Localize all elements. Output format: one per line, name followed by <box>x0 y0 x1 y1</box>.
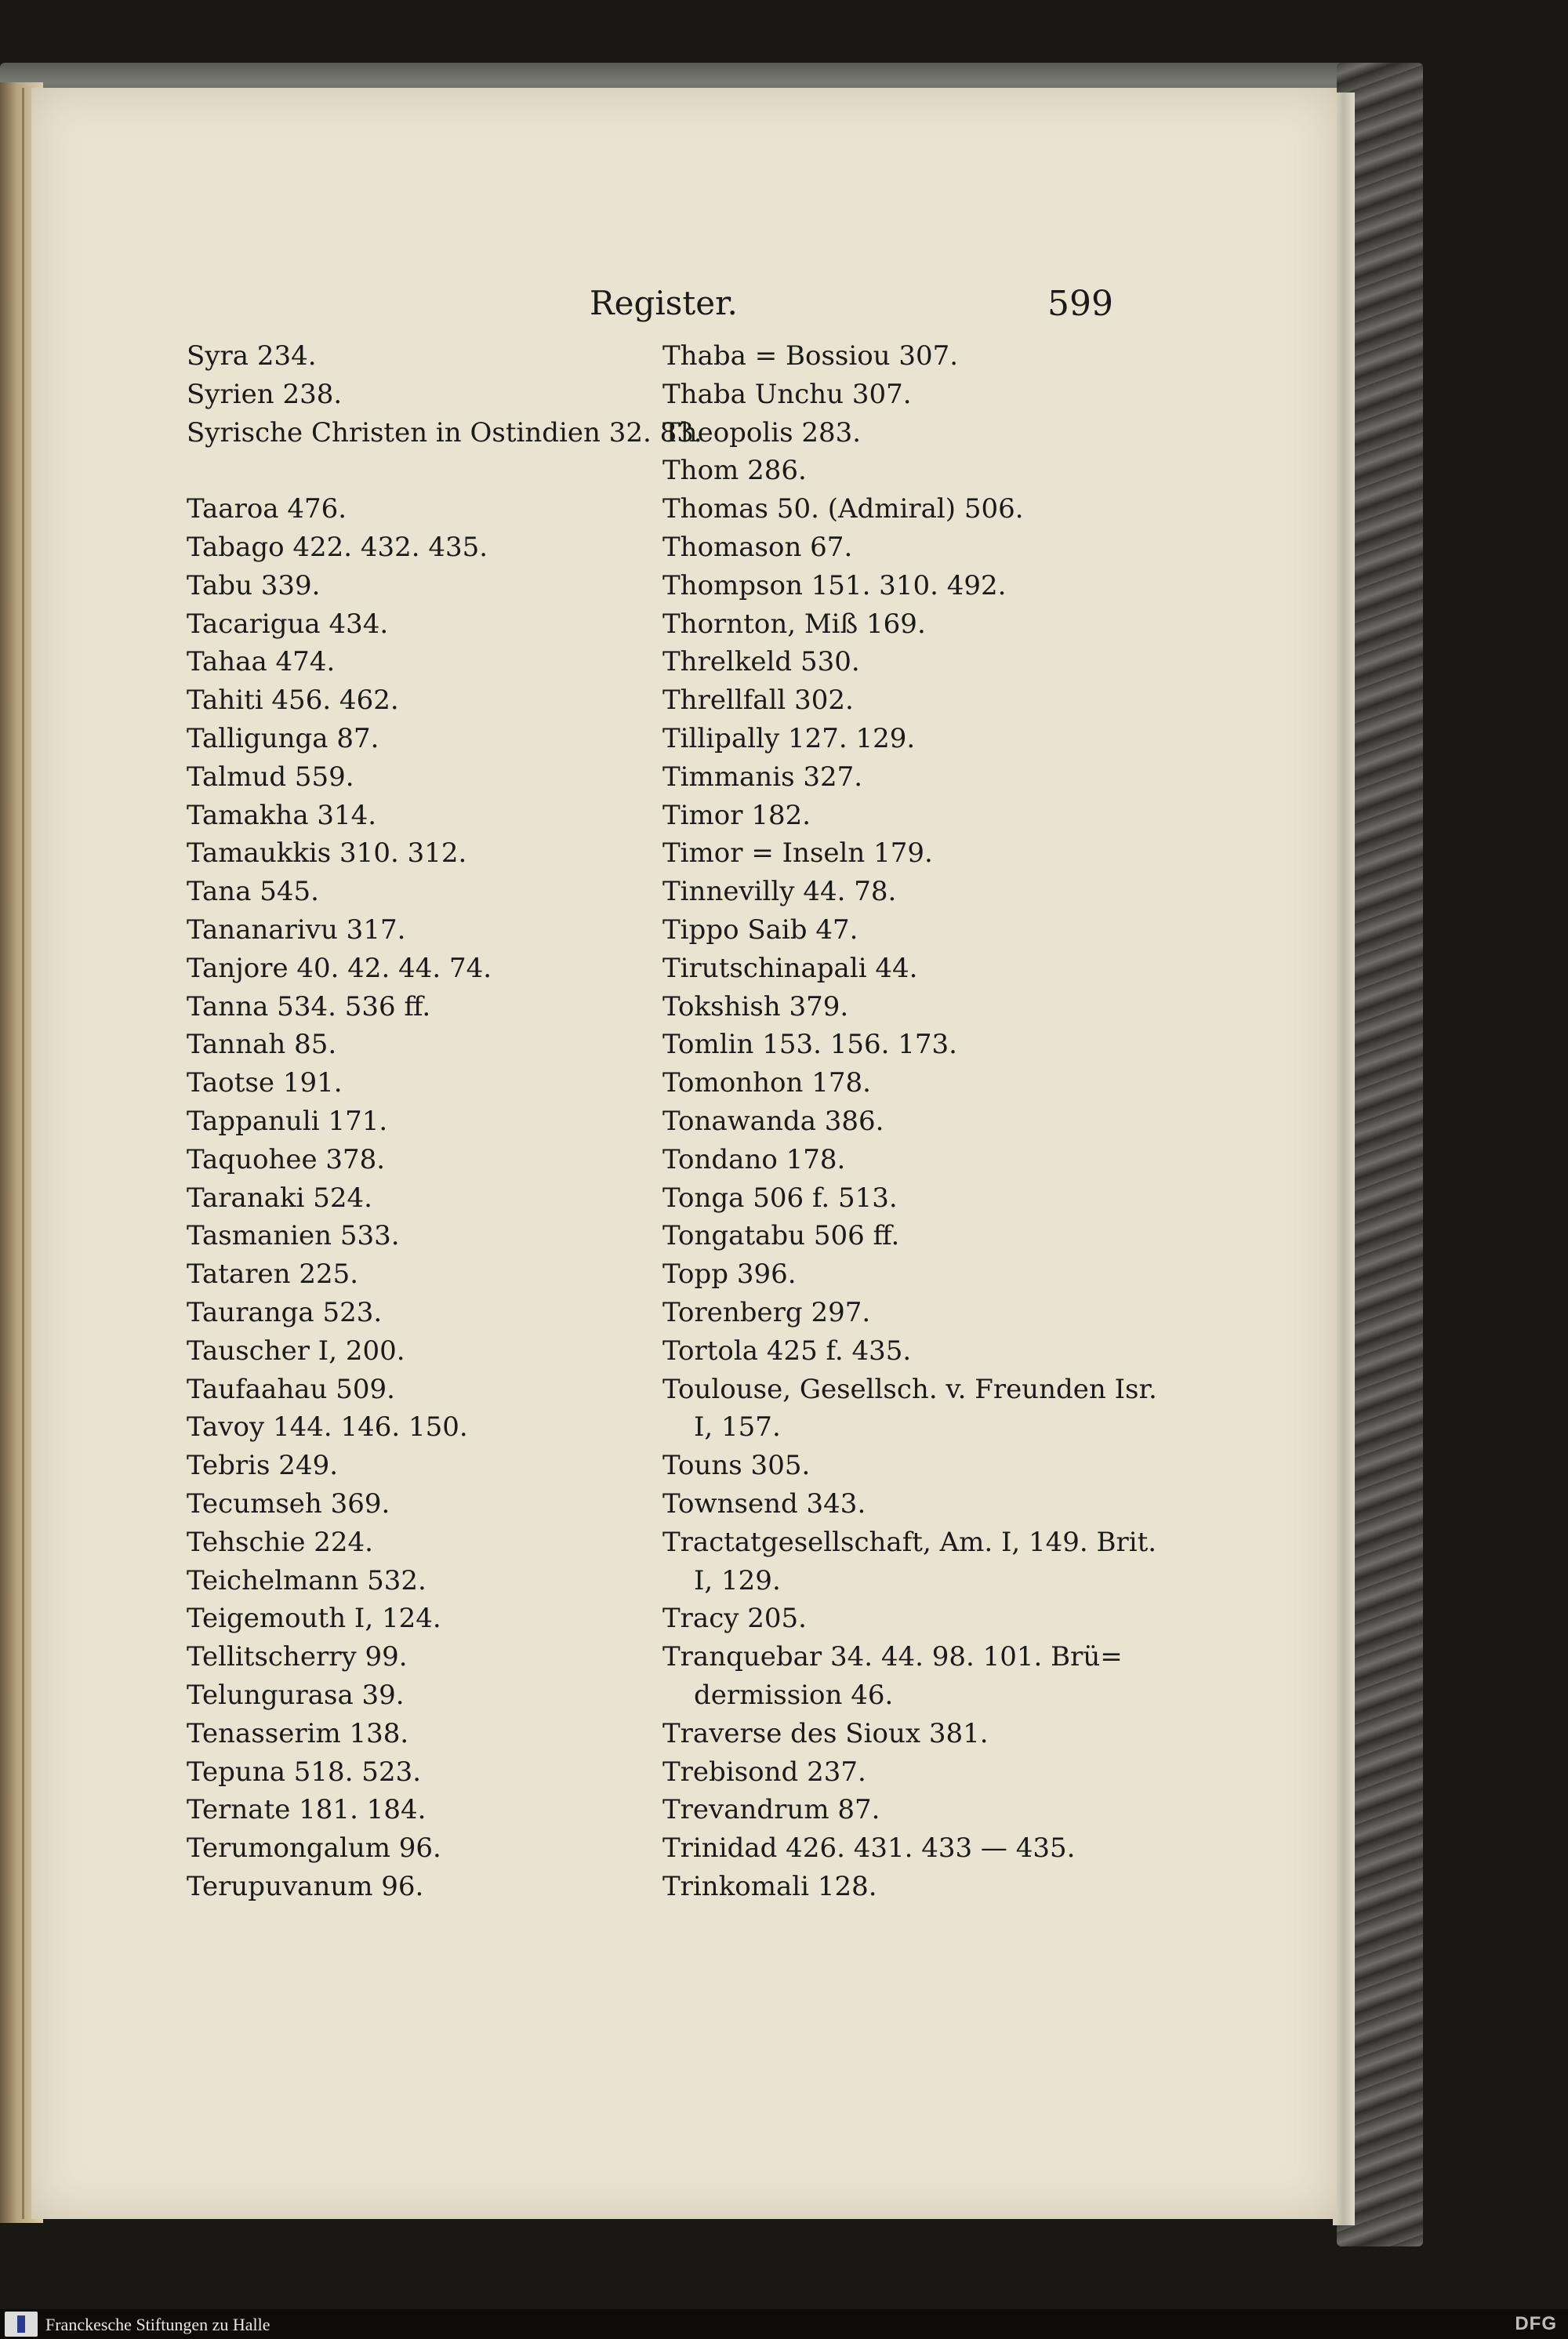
index-entry: Timmanis 327. <box>662 761 863 793</box>
index-entry: I, 129. <box>694 1564 781 1596</box>
index-entry: Syrien 238. <box>187 378 343 410</box>
index-entry: Traverse des Sioux 381. <box>662 1717 989 1749</box>
index-entry: Tappanuli 171. <box>187 1106 388 1137</box>
index-entry: Thaba Unchu 307. <box>662 378 912 410</box>
footer-institution: Franckesche Stiftungen zu Halle <box>45 2315 270 2334</box>
index-entry: Tabu 339. <box>187 569 321 601</box>
index-entry: Threlkeld 530. <box>662 646 860 678</box>
index-entry: Tecumseh 369. <box>187 1488 390 1520</box>
index-entry: Trinkomali 128. <box>662 1871 877 1902</box>
index-entry: Terumongalum 96. <box>187 1832 441 1865</box>
index-entry: Timor 182. <box>662 799 811 831</box>
index-entry: Tabago 422. 432. 435. <box>187 532 488 563</box>
index-entry: Tataren 225. <box>187 1258 359 1291</box>
index-entry: Thomas 50. (Admiral) 506. <box>662 493 1024 525</box>
index-entry: Tanjore 40. 42. 44. 74. <box>187 952 492 984</box>
index-entry: Telungurasa 39. <box>187 1680 405 1711</box>
index-entry: Tauranga 523. <box>187 1297 383 1328</box>
index-entry: Ternate 181. 184. <box>187 1794 426 1826</box>
index-entry: Timor = Inseln 179. <box>662 837 933 870</box>
index-entry: Syrische Christen in Ostindien 32. 83. <box>187 416 702 449</box>
index-entry: Tirutschinapali 44. <box>662 952 918 984</box>
index-entry: Tavoy 144. 146. 150. <box>187 1411 468 1444</box>
index-entry: Topp 396. <box>662 1258 797 1291</box>
index-entry: Tondano 178. <box>662 1143 846 1175</box>
index-entry: Syra 234. <box>187 340 317 372</box>
index-entry: Tomlin 153. 156. 173. <box>662 1029 957 1061</box>
index-entry: Townsend 343. <box>662 1488 866 1520</box>
running-head: Register. <box>590 284 738 322</box>
index-entry: Tepuna 518. 523. <box>187 1756 422 1788</box>
index-entry: Tinnevilly 44. 78. <box>662 876 897 908</box>
index-entry: Tranquebar 34. 44. 98. 101. Brü= <box>662 1641 1123 1673</box>
index-entry: Taufaahau 509. <box>187 1373 395 1405</box>
index-entry: Touns 305. <box>662 1450 811 1482</box>
index-entry: Tehschie 224. <box>187 1526 373 1558</box>
index-entry: dermission 46. <box>694 1680 894 1711</box>
index-entry: Thompson 151. 310. 492. <box>662 569 1007 601</box>
index-entry: Tellitscherry 99. <box>187 1641 408 1673</box>
index-entry: Tonga 506 f. 513. <box>662 1182 898 1214</box>
index-entry: Thaba = Bossiou 307. <box>662 340 959 372</box>
index-entry: Tauscher I, 200. <box>187 1335 405 1367</box>
index-entry: Tebris 249. <box>187 1450 339 1482</box>
index-entry: Tenasserim 138. <box>187 1717 409 1749</box>
index-entry: Tanna 534. 536 ff. <box>187 990 431 1022</box>
index-entry: Tippo Saib 47. <box>662 914 858 946</box>
index-entry: Tannah 85. <box>187 1029 337 1061</box>
index-entry: Terupuvanum 96. <box>187 1871 424 1902</box>
index-entry: Thom 286. <box>662 455 807 487</box>
index-entry: Trevandrum 87. <box>662 1794 880 1826</box>
index-entry: Tokshish 379. <box>662 990 849 1022</box>
index-entry: Tractatgesellschaft, Am. I, 149. Brit. <box>662 1526 1157 1558</box>
institution-logo-icon <box>5 2312 38 2337</box>
index-entry: Tomonhon 178. <box>662 1067 871 1099</box>
index-entry: Threllfall 302. <box>662 685 854 717</box>
index-entry: Tacarigua 434. <box>187 608 389 640</box>
index-entry: Trinidad 426. 431. 433 — 435. <box>662 1832 1076 1865</box>
index-entry: I, 157. <box>694 1411 781 1444</box>
index-entry: Taaroa 476. <box>187 493 347 525</box>
index-entry: Theopolis 283. <box>662 416 862 449</box>
index-entry: Tananarivu 317. <box>187 914 406 946</box>
footer-bar <box>0 2309 1568 2339</box>
index-entry: Tahaa 474. <box>187 646 336 678</box>
index-entry: Tana 545. <box>187 876 319 908</box>
index-entry: Trebisond 237. <box>662 1756 866 1788</box>
index-entry: Tahiti 456. 462. <box>187 685 399 717</box>
index-entry: Torenberg 297. <box>662 1297 871 1328</box>
index-entry: Taranaki 524. <box>187 1182 372 1214</box>
index-entry: Taquohee 378. <box>187 1143 386 1175</box>
index-entry: Toulouse, Gesellsch. v. Freunden Isr. <box>662 1373 1157 1405</box>
index-entry: Tracy 205. <box>662 1603 807 1635</box>
index-entry: Thomason 67. <box>662 532 853 563</box>
index-entry: Tamakha 314. <box>187 799 377 831</box>
index-entry: Tamaukkis 310. 312. <box>187 837 467 870</box>
index-entry: Taotse 191. <box>187 1067 343 1099</box>
page-number: 599 <box>1047 284 1113 324</box>
index-entry: Thornton, Miß 169. <box>662 608 926 640</box>
index-entry: Tortola 425 f. 435. <box>662 1335 912 1367</box>
gutter-line <box>22 88 24 2219</box>
index-entry: Tasmanien 533. <box>187 1220 400 1252</box>
index-entry: Tillipally 127. 129. <box>662 723 916 754</box>
footer-brand: DFG <box>1515 2313 1557 2334</box>
index-entry: Tonawanda 386. <box>662 1106 884 1137</box>
index-entry: Talligunga 87. <box>187 723 379 754</box>
index-entry: Teigemouth I, 124. <box>187 1603 441 1635</box>
index-entry: Tongatabu 506 ff. <box>662 1220 900 1252</box>
index-entry: Teichelmann 532. <box>187 1564 426 1596</box>
index-entry: Talmud 559. <box>187 761 354 793</box>
